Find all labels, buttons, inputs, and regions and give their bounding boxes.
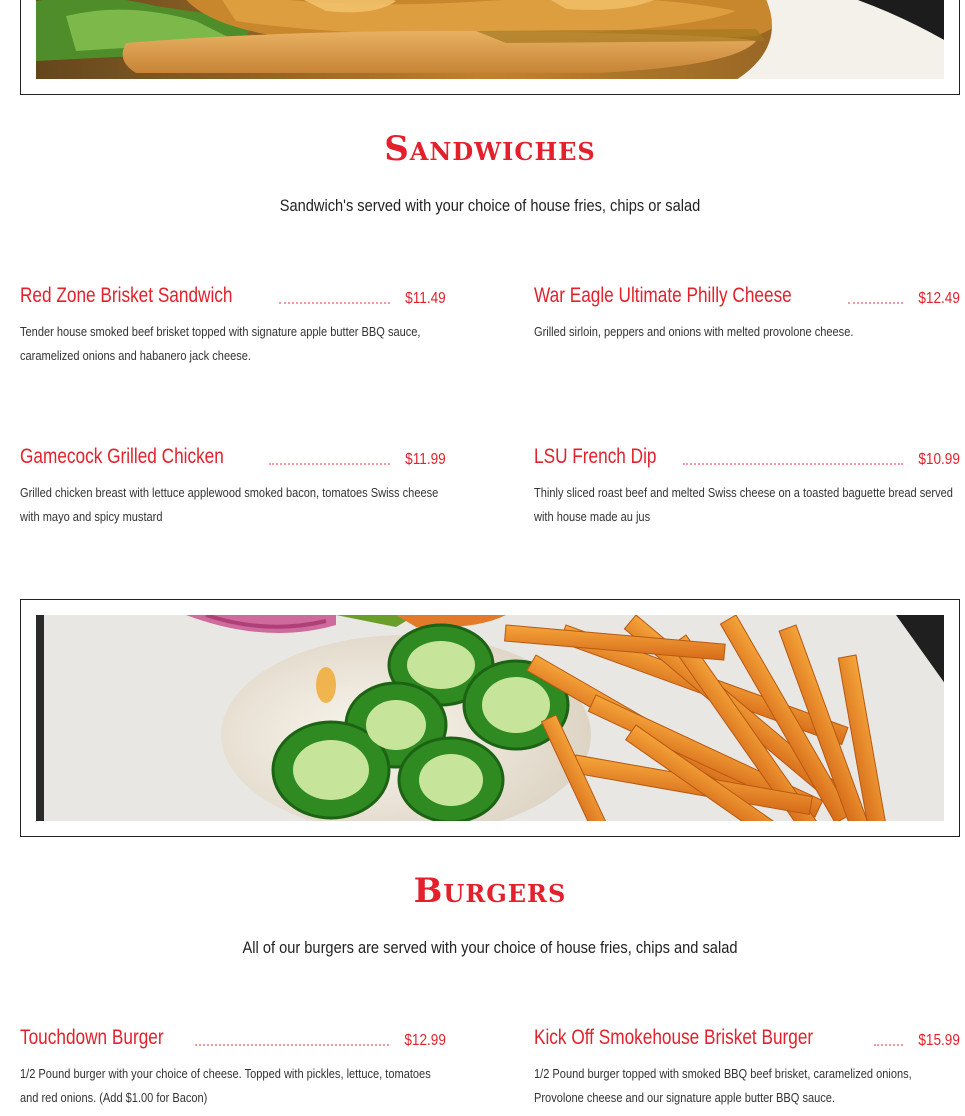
item-name: War Eagle Ultimate Philly Cheese	[534, 284, 792, 307]
dot-leader	[683, 462, 903, 465]
jalapeno-burger-fries-image	[36, 615, 944, 821]
item-name: Kick Off Smokehouse Brisket Burger	[534, 1026, 814, 1049]
item-description: 1/2 Pound burger with your choice of cheese. Topped with pickles, lettuce, tomatoes and red onions. (Add $1.00 for Bacon)	[20, 1066, 431, 1105]
item-price: $10.99	[918, 451, 960, 468]
dot-leader	[195, 1043, 389, 1046]
item-description: Tender house smoked beef brisket topped with signature apple butter BBQ sauce, caramelized onions and habanero jack cheese.	[20, 324, 421, 363]
item-price: $12.99	[404, 1032, 446, 1049]
sandwich-photo-frame	[20, 0, 960, 95]
item-price: $11.49	[405, 290, 446, 307]
burger-photo-frame	[20, 599, 960, 837]
burgers-subtitle: All of our burgers are served with your choice of house fries, chips and salad	[242, 938, 738, 957]
item-name: Touchdown Burger	[20, 1026, 164, 1049]
item-name: Red Zone Brisket Sandwich	[20, 284, 233, 307]
menu-item	[20, 1024, 446, 1110]
item-description: Thinly sliced roast beef and melted Swiss cheese on a toasted baguette bread served with house made au jus	[534, 485, 953, 524]
item-price: $11.99	[405, 451, 446, 468]
menu-item	[20, 443, 446, 529]
menu-item	[20, 282, 446, 368]
dot-leader	[874, 1043, 903, 1046]
fried-chicken-sandwich-image	[36, 0, 944, 79]
dot-leader	[848, 301, 903, 304]
item-description: 1/2 Pound burger topped with smoked BBQ beef brisket, caramelized onions, Provolone cheese and our signature apple butter BBQ sauce.	[534, 1066, 912, 1105]
dot-leader	[279, 301, 390, 304]
item-name: Gamecock Grilled Chicken	[20, 445, 224, 468]
menu-item	[534, 1024, 960, 1110]
item-name: LSU French Dip	[534, 445, 657, 468]
burgers-heading: Burgers	[413, 871, 567, 911]
sandwiches-heading: Sandwiches	[384, 129, 596, 169]
sandwiches-subtitle: Sandwich's served with your choice of house fries, chips or salad	[279, 196, 701, 215]
item-description: Grilled sirloin, peppers and onions with melted provolone cheese.	[534, 324, 854, 339]
menu-item	[534, 443, 960, 529]
item-price: $15.99	[918, 1032, 960, 1049]
item-price: $12.49	[918, 290, 960, 307]
dot-leader	[269, 462, 391, 465]
item-description: Grilled chicken breast with lettuce applewood smoked bacon, tomatoes Swiss cheese with mayo and spicy mustard	[20, 485, 439, 524]
menu-item	[534, 282, 960, 344]
